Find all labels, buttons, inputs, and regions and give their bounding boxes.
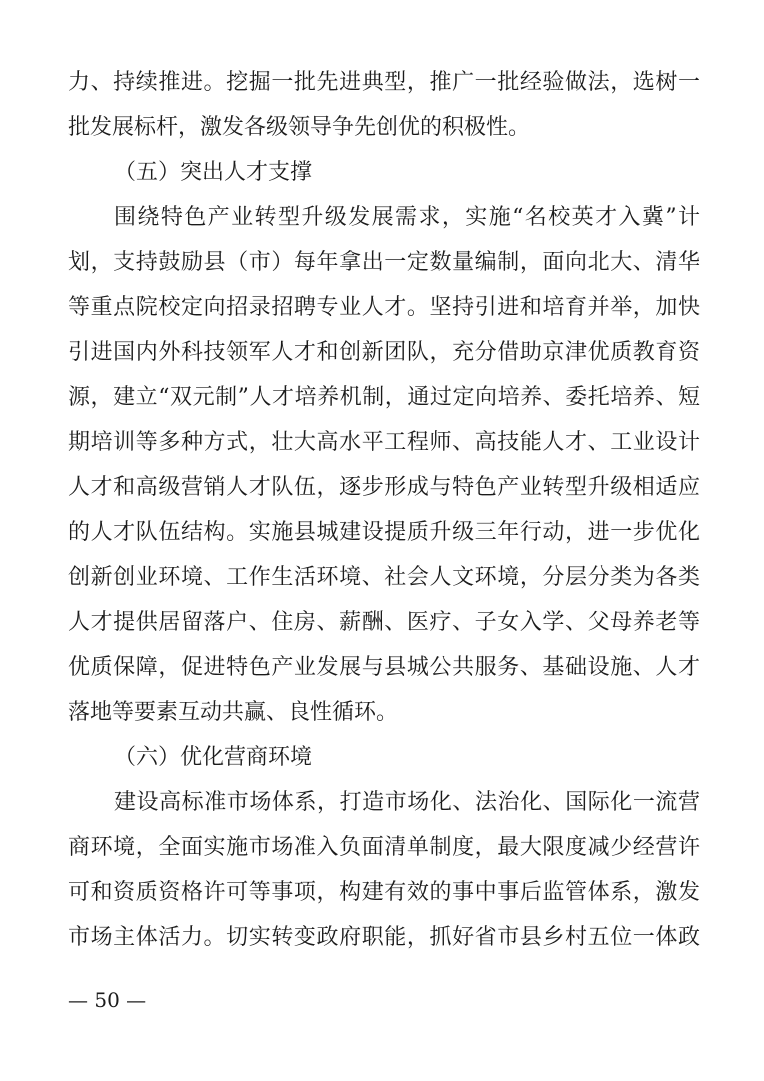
text-line: 的人才队伍结构。实施县城建设提质升级三年行动，进一步优化 [68,520,700,545]
section-heading [68,735,700,780]
page-number: — 50 — [68,988,147,1012]
text-line: 划，支持鼓励县（市）每年拿出一定数量编制，面向北大、清华 [68,250,700,275]
text-line: 建设高标准市场体系，打造市场化、法治化、国际化一流营 [114,790,700,815]
paragraph [68,780,700,960]
text-line: 市场主体活力。切实转变政府职能，抓好省市县乡村五位一体政 [68,925,700,950]
text-line: 商环境，全面实施市场准入负面清单制度，最大限度减少经营许 [68,835,700,860]
text-line: 可和资质资格许可等事项，构建有效的事中事后监管体系，激发 [68,880,700,905]
text-line: 源，建立“双元制”人才培养机制，通过定向培养、委托培养、短 [68,385,700,410]
text-line: 人才和高级营销人才队伍，逐步形成与特色产业转型升级相适应 [68,475,700,500]
section-heading-text: （六）优化营商环境 [114,745,313,770]
text-line: 力、持续推进。挖掘一批先进典型，推广一批经验做法，选树一 [68,70,700,95]
section-heading [68,150,700,195]
text-line: 创新创业环境、工作生活环境、社会人文环境，分层分类为各类 [68,565,700,590]
text-line: 期培训等多种方式，壮大高水平工程师、高技能人才、工业设计 [68,430,700,455]
text-line: 等重点院校定向招录招聘专业人才。坚持引进和培育并举，加快 [68,295,700,320]
text-line: 人才提供居留落户、住房、薪酬、医疗、子女入学、父母养老等 [68,610,700,635]
document-body [68,60,700,960]
text-line: 落地等要素互动共赢、良性循环。 [68,700,399,725]
text-line: 引进国内外科技领军人才和创新团队，充分借助京津优质教育资 [68,340,700,365]
section-heading-text: （五）突出人才支撑 [114,160,313,185]
paragraph [68,195,700,735]
text-line: 围绕特色产业转型升级发展需求，实施“名校英才入冀”计 [114,205,700,230]
text-line: 批发展标杆，激发各级领导争先创优的积极性。 [68,115,531,140]
paragraph [68,60,700,150]
text-line: 优质保障，促进特色产业发展与县城公共服务、基础设施、人才 [68,655,700,680]
